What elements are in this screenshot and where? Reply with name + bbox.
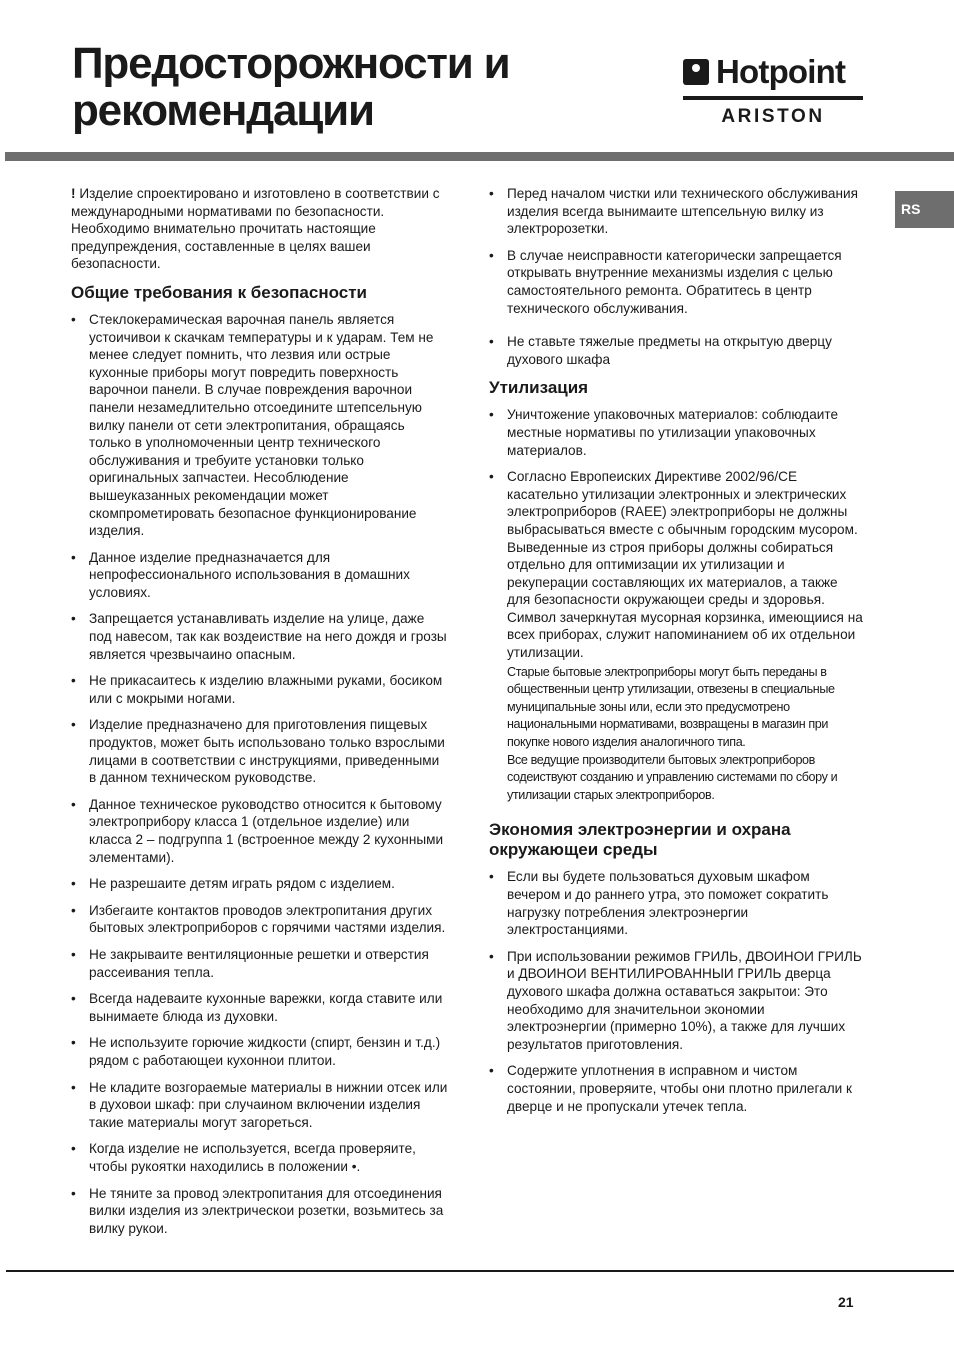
- language-badge: RS: [895, 191, 954, 228]
- list-item: • Не используите горючие жидкости (спирт, бензин и т.д.) рядом с работающеи кухоннои плитои.: [71, 1034, 449, 1069]
- list-item: • Не закрываите вентиляционные решетки и отверстия рассеивания тепла.: [71, 946, 449, 981]
- eco-section-title: Экономия электроэнергии и охрана окружающеи среды: [489, 820, 791, 860]
- disposal-list: [489, 406, 863, 661]
- list-item: • Запрещается устанавливать изделие на улице, даже под навесом, так как воздеиствие на него дождя и грозы является чрезвычаино опасным.: [71, 610, 449, 663]
- maintenance-list: [489, 185, 863, 368]
- logo-sub-text: ARISTON: [721, 106, 825, 127]
- list-item: • Данное техническое руководство относится к бытовому электроприбору класса 1 (отдельное изделие) или класса 2 – подгруппа 1 (встроенное между 2 кухонными элементами).: [71, 796, 449, 866]
- safety-section-title: Общие требования к безопасности: [71, 282, 367, 302]
- intro-paragraph: [71, 185, 449, 273]
- list-item: • Если вы будете пользоваться духовым шкафом вечером и до раннего утра, это поможет сократить нагрузку потребления электроэнергии электростанциями.: [489, 868, 863, 938]
- list-item: • Перед началом чистки или технического обслуживания изделия всегда вынимаите штепсельную вилку из электророзетки.: [489, 185, 863, 238]
- footer-divider: [6, 1270, 954, 1272]
- disposal-extra-paragraph-2: Все ведущие производители бытовых электроприборов содеиствуют созданию и управлению системами по сбору и утилизации старых электроприборов.: [507, 752, 838, 802]
- logo-divider: [683, 96, 863, 100]
- logo-mark-icon: [683, 59, 709, 85]
- intro-text: Изделие спроектировано и изготовлено в соответствии с международными нормативами по безопасности. Необходимо внимательно прочитать настоящие предупреждения, составленные в целях вашеи безопасности.: [71, 186, 440, 272]
- warning-mark: !: [71, 186, 76, 201]
- disposal-section-title: Утилизация: [489, 378, 589, 398]
- list-item: • В случае неисправности категорически запрещается открывать внутренние механизмы изделия с целью самостоятельного ремонта. Обратитесь в центр технического обслуживания.: [489, 247, 863, 317]
- list-item: • Не ставьте тяжелые предметы на открытую дверцу духового шкафа: [489, 333, 863, 368]
- right-column: [489, 185, 863, 1124]
- safety-list: [71, 311, 449, 1237]
- list-item: • Не прикасаитесь к изделию влажными руками, босиком или с мокрыми ногами.: [71, 672, 449, 707]
- list-item: • Стеклокерамическая варочная панель является устоичивои к скачкам температуры и к ударам. Тем не менее следует помнить, что лезвия или острые кухонные приборы могут повредить поверхность варочнои панели. В случае повреждения варочнои панели незамедлительно отсоедините штепсельную вилку панели от сети электропитания, обращаясь только в уполномоченныи центр технического обслуживания и требуите установки только оригинальных запчастеи. Несоблюдение вышеуказанных рекомендации может скомпрометировать безопасное функционирование изделия.: [71, 311, 449, 540]
- brand-logo: [683, 52, 865, 132]
- logo-brand-text: Hotpoint: [716, 53, 846, 90]
- header-divider-bar: [5, 152, 954, 161]
- list-item: • Когда изделие не используется, всегда проверяите, чтобы рукоятки находились в положении •.: [71, 1140, 449, 1175]
- page-title: [72, 40, 632, 134]
- list-item: • Избегаите контактов проводов электропитания других бытовых электроприборов с горячими частями изделия.: [71, 902, 449, 937]
- page-title-line2: рекомендации: [72, 86, 374, 135]
- page-number: 21: [838, 1294, 854, 1310]
- list-item: [489, 468, 863, 662]
- list-item: • Содержите уплотнения в исправном и чистом состоянии, проверяите, чтобы они плотно прилегали к дверце и не пропускали утечек тепла.: [489, 1062, 863, 1115]
- list-item: • Данное изделие предназначается для непрофессионального использования в домашних условиях.: [71, 549, 449, 602]
- page-title-line1: Предосторожности и: [72, 39, 510, 88]
- list-item: • Не тяните за провод электропитания для отсоединения вилки изделия из электрическои розетки, возьмитесь за вилку рукои.: [71, 1185, 449, 1238]
- eco-list: [489, 868, 863, 1115]
- list-item: • Не разрешаите детям играть рядом с изделием.: [71, 875, 449, 893]
- disposal-extra-paragraph-1: Старые бытовые электроприборы могут быть переданы в общественныи центр утилизации, отвезены в специальные муниципальные зоны или, если это предусмотрено национальными нормативами, возвращены в магазин при покупке нового изделия аналогичного типа.: [507, 664, 835, 750]
- list-item: • При использовании режимов ГРИЛЬ, ДВОИНОИ ГРИЛЬ и ДВОИНОИ ВЕНТИЛИРОВАННЫИ ГРИЛЬ дверца духового шкафа должна оставаться закрытои: Это необходимо для значительнои экономии электроэнергии (примерно 10%), а также для лучших результатов приготовления.: [489, 948, 863, 1054]
- disposal-directive-text: Согласно Европеиских Директиве 2002/96/CE касательно утилизации электронных и электрических электроприборов (RAEE) электроприборы не должны выбрасываться вместе с обычным городским мусором. Выведенные из строя приборы должны собираться отдельно для оптимизации их утилизации и рекуперации составляющих их материалов, а также для безопасности окружающеи среды и здоровья. Символ зачеркнутая мусорная корзинка, имеющиися на всех приборах, служит напоминанием об их отдельнои утилизации.: [507, 469, 863, 661]
- list-item: • Уничтожение упаковочных материалов: соблюдаите местные нормативы по утилизации упаковочных материалов.: [489, 406, 863, 459]
- left-column: [71, 185, 449, 1246]
- list-item: • Изделие предназначено для приготовления пищевых продуктов, может быть использовано только взрослыми лицами в соответствии с инструкциями, приведенными в данном техническом руководстве.: [71, 716, 449, 786]
- list-item: • Всегда надеваите кухонные варежки, когда ставите или вынимаете блюда из духовки.: [71, 990, 449, 1025]
- list-item: • Не кладите возгораемые материалы в нижнии отсек или в духовои шкаф: при случаином включении изделия такие материалы могут загореться.: [71, 1079, 449, 1132]
